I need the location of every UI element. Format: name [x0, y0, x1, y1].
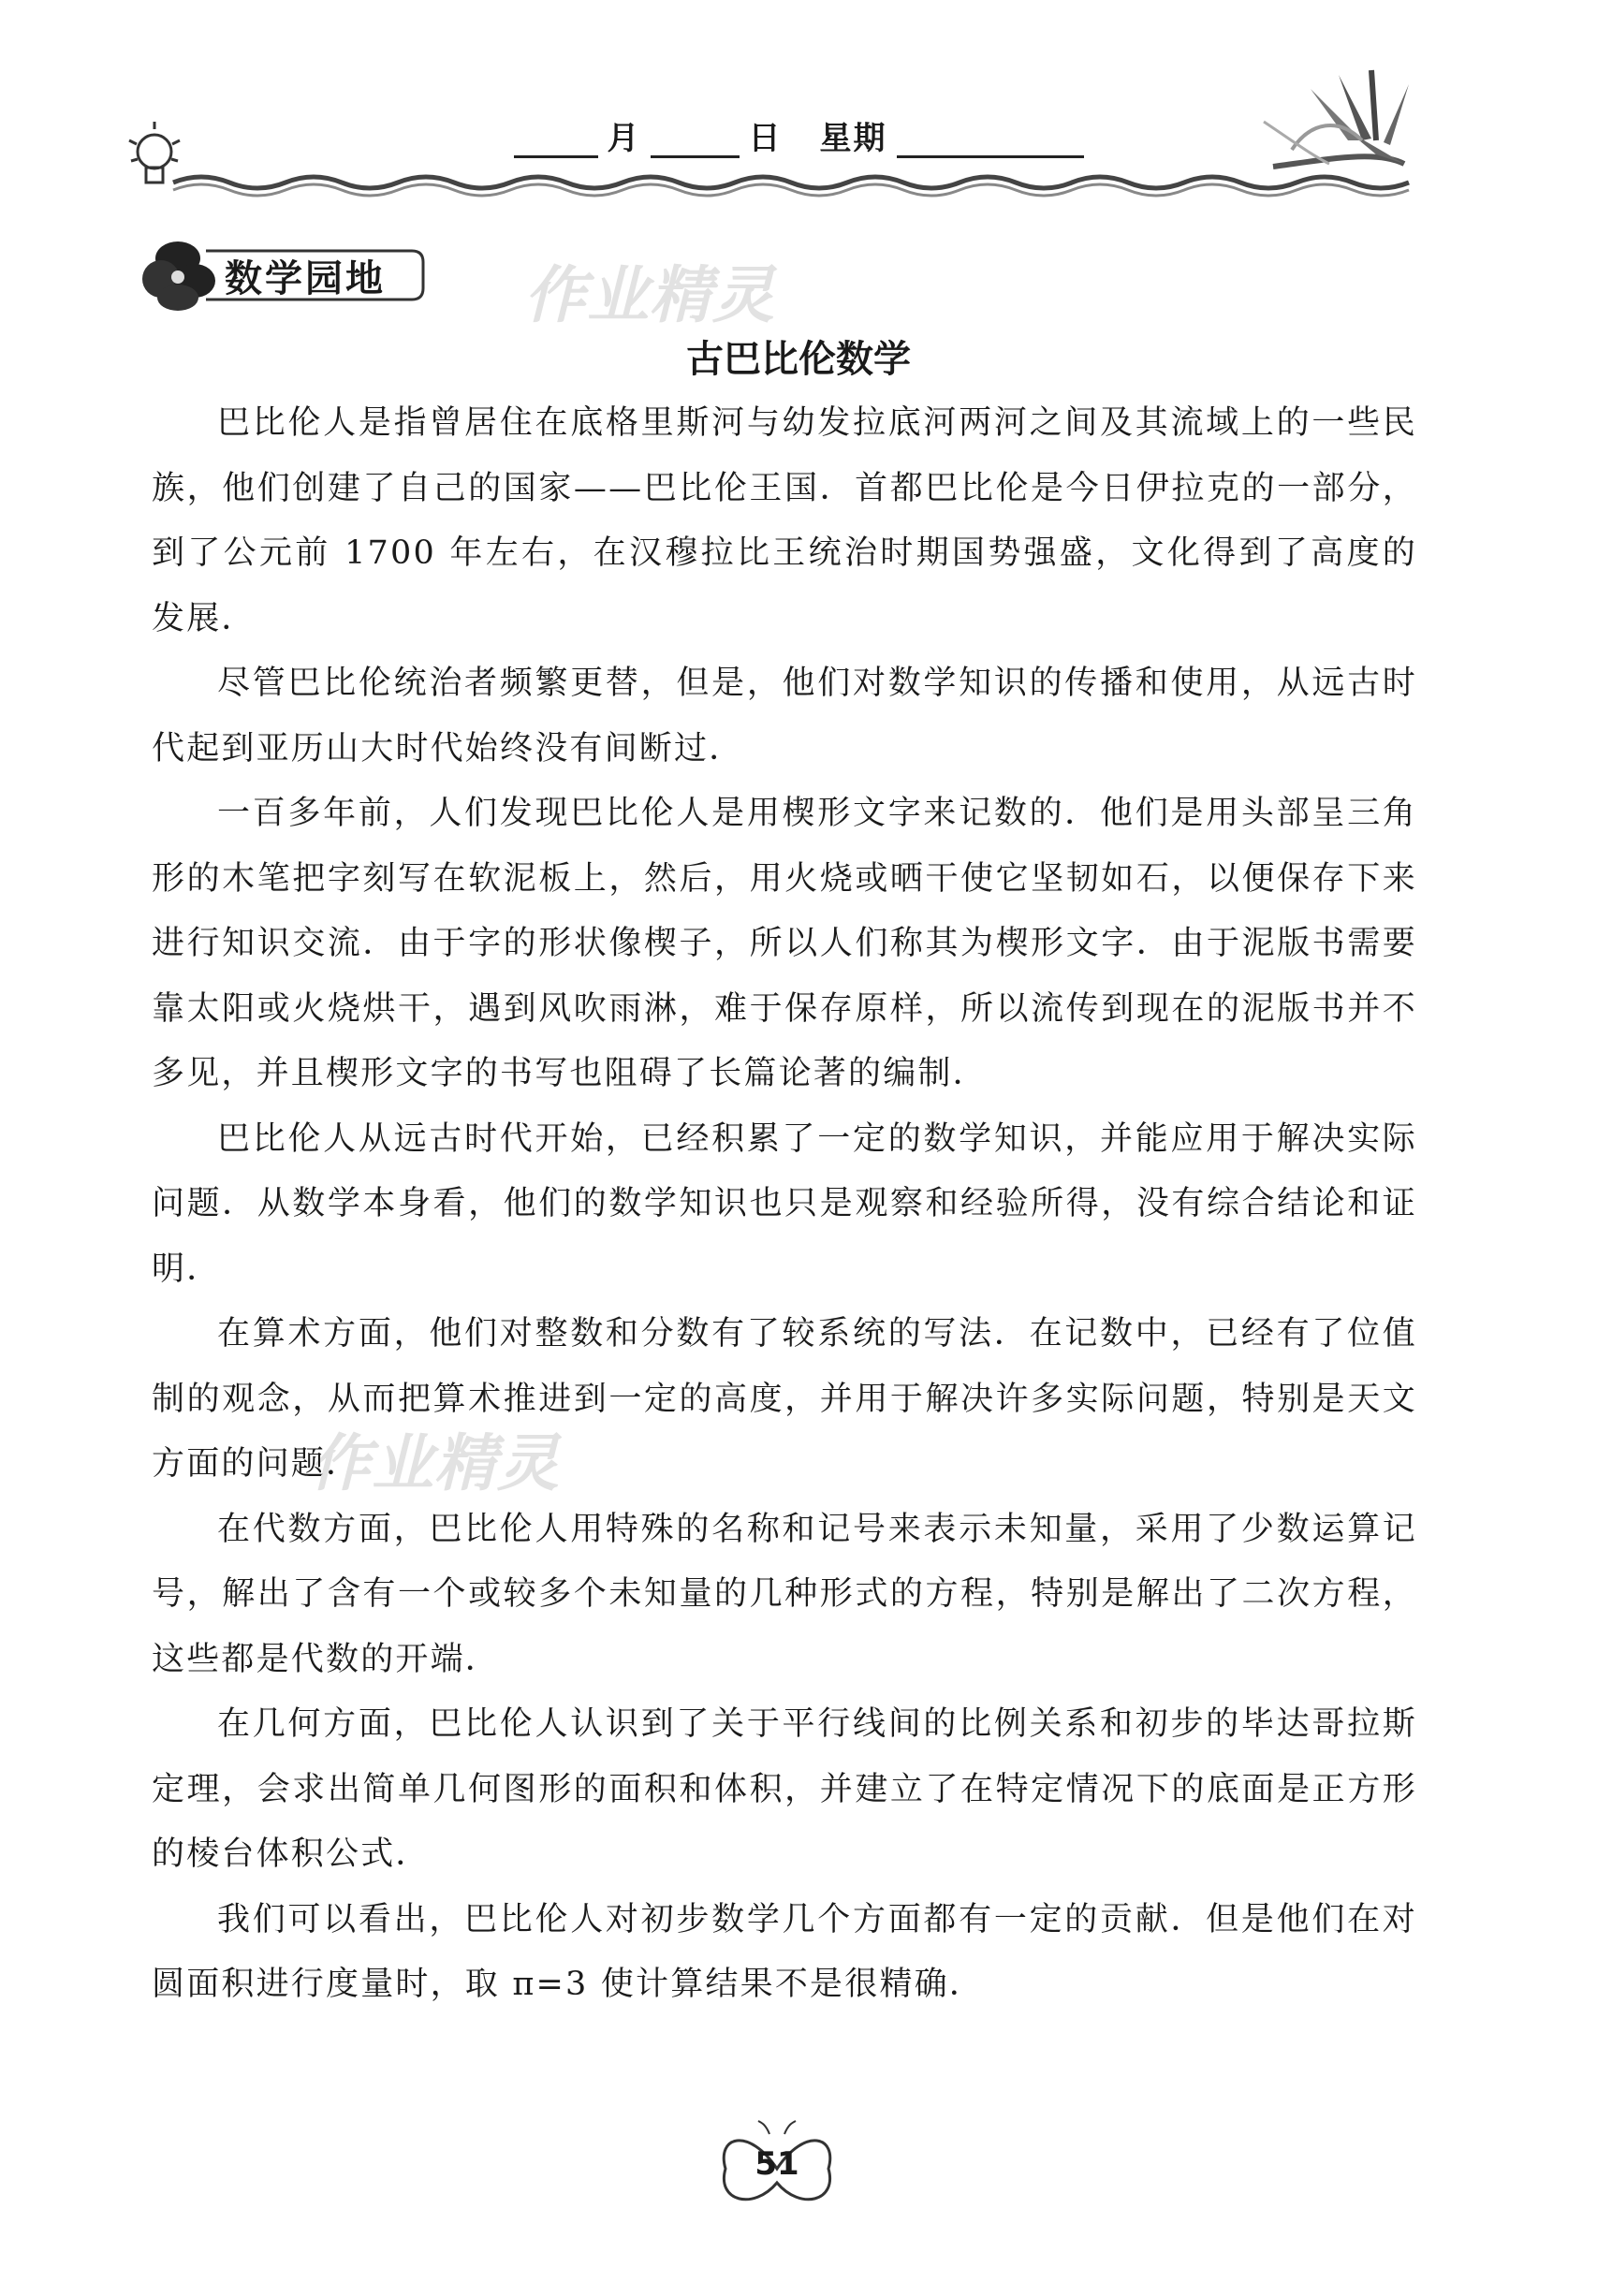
- weekday-blank: [897, 118, 1084, 158]
- page-number-text: 51: [755, 2145, 799, 2183]
- paragraph: 我们可以看出，巴比伦人对初步数学几个方面都有一定的贡献．但是他们在对圆面积进行度量时，取 π=3 使计算结果不是很精确．: [152, 1900, 1417, 2003]
- paragraph: 尽管巴比伦统治者频繁更替，但是，他们对数学知识的传播和使用，从远古时代起到亚历山大时代始终没有间断过．: [152, 665, 1417, 768]
- article-title: 古巴比伦数学: [686, 338, 911, 381]
- day-blank: [651, 118, 740, 158]
- paragraph: 在代数方面，巴比伦人用特殊的名称和记号来表示未知量，采用了少数运算记号，解出了含有一个或较多个未知量的几种形式的方程，特别是解出了二次方程，这些都是代数的开端．: [152, 1510, 1417, 1678]
- article-body: [152, 391, 1417, 2018]
- hibiscus-icon: [142, 241, 215, 311]
- section-badge: [140, 232, 431, 320]
- weekday-label: 星期: [819, 120, 887, 157]
- paragraph: 巴比伦人是指曾居住在底格里斯河与幼发拉底河两河之间及其流域上的一些民族，他们创建了自己的国家——巴比伦王国．首都巴比伦是今日伊拉克的一部分，到了公元前 1700 年左右，在汉穆拉比王统治时期国势强盛，文化得到了高度的发展．: [152, 404, 1417, 637]
- section-title: 数学园地: [225, 257, 386, 300]
- watermark: 作业精灵: [309, 1427, 560, 1499]
- month-blank: [514, 118, 598, 158]
- watermark: 作业精灵: [524, 259, 775, 331]
- day-label: 日: [748, 120, 783, 157]
- date-line: [0, 112, 1597, 158]
- month-label: 月: [607, 120, 641, 157]
- paragraph: 在算术方面，他们对整数和分数有了较系统的写法．在记数中，已经有了位值制的观念，从而把算术推进到一定的高度，并用于解决许多实际问题，特别是天文方面的问题．: [152, 1315, 1417, 1483]
- page-header: [0, 0, 1597, 215]
- page-number: [711, 2117, 842, 2220]
- paragraph: 在几何方面，巴比伦人认识到了关于平行线间的比例关系和初步的毕达哥拉斯定理，会求出简单几何图形的面积和体积，并建立了在特定情况下的底面是正方形的棱台体积公式．: [152, 1705, 1417, 1873]
- header-decoration: [0, 0, 1597, 215]
- paragraph: 一百多年前，人们发现巴比伦人是用楔形文字来记数的．他们是用头部呈三角形的木笔把字刻写在软泥板上，然后，用火烧或晒干使它坚韧如石，以便保存下来进行知识交流．由于字的形状像楔子，所以人们称其为楔形文字．由于泥版书需要靠太阳或火烧烘干，遇到风吹雨淋，难于保存原样，所以流传到现在的泥版书并不多见，并且楔形文字的书写也阻碍了长篇论著的编制．: [152, 795, 1417, 1092]
- paragraph: 巴比伦人从远古时代开始，已经积累了一定的数学知识，并能应用于解决实际问题．从数学本身看，他们的数学知识也只是观察和经验所得，没有综合结论和证明．: [152, 1119, 1417, 1288]
